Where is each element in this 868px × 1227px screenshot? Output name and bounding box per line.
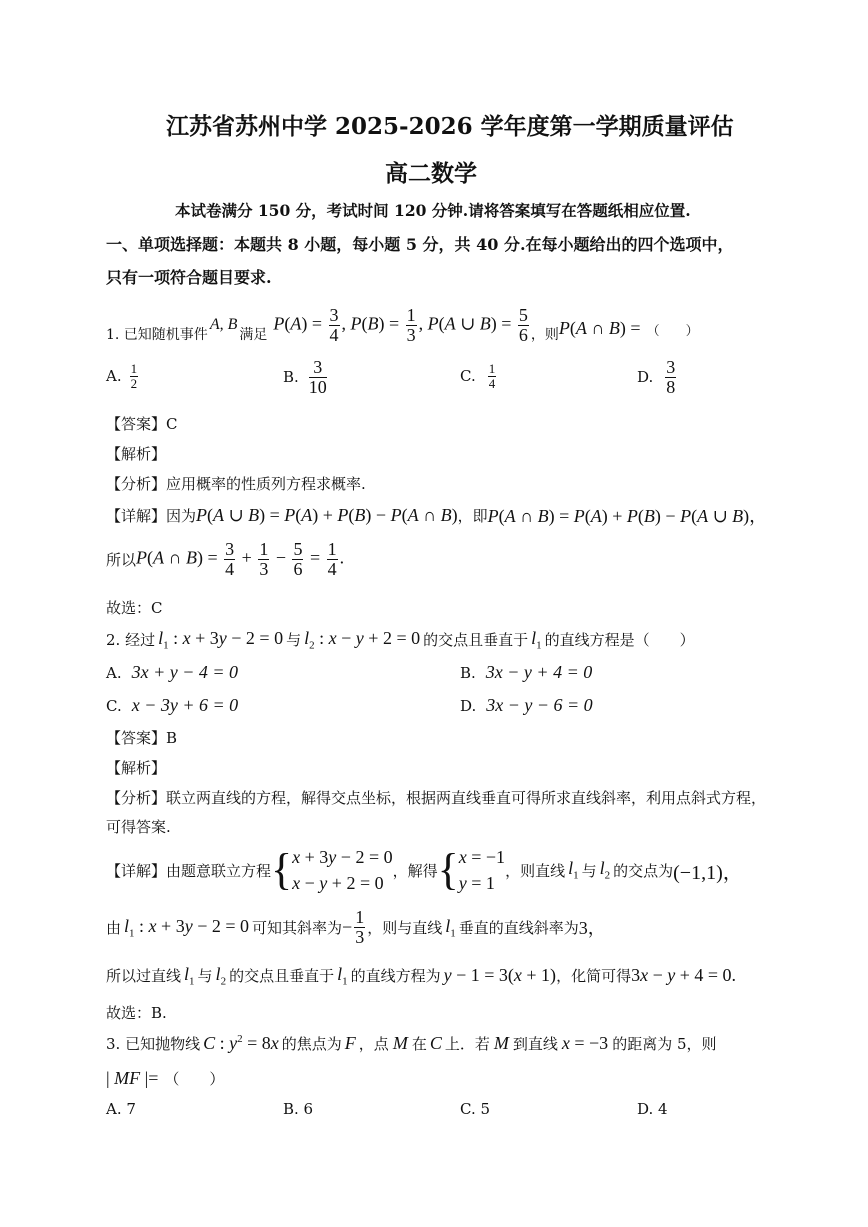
section-heading-line2: 只有一项符合题目要求. bbox=[106, 268, 272, 287]
question-3-stem-line2: | MF |= （ ） bbox=[106, 1068, 225, 1088]
question-2-stem: 2. 经过 $l_1$ : x + 3y − 2 = 0 与 $l_2$ : x − y + 2 = 0 的交点且垂直于 $l_1$ 的直线方程是（ ） bbox=[106, 628, 695, 652]
q3-option-d: D. 4 bbox=[637, 1100, 668, 1118]
q2-analysis-tag: 【解析】 bbox=[106, 759, 167, 777]
q1-option-d-fraction: $\frac{3}{8}$ bbox=[666, 357, 676, 397]
q2-line-l2: $l_2$ : x − y + 2 = 0 bbox=[304, 628, 421, 652]
q1-prefix: 1. 已知随机事件 bbox=[106, 327, 208, 343]
q2-line-l1: $l_1$ : x + 3y − 2 = 0 bbox=[158, 628, 284, 652]
page-subtitle: 高二数学 bbox=[385, 160, 477, 187]
q2-point-slope-form: y − 1 = 3(x + 1) bbox=[443, 965, 557, 986]
q1-option-a: A. $\frac{1}{2}$ bbox=[106, 361, 138, 391]
q1-option-c: C. $\frac{1}{4}$ bbox=[460, 361, 496, 391]
q2-detail-line3: 所以过直线 $l_1$ 与 $l_2$ 的交点且垂直于 $l_1$ 的直线方程为 y − 1 = 3(x + 1) ，化简可得 3x − y + 4 = 0. bbox=[106, 964, 737, 988]
q2-fenxi-line2: 可得答案. bbox=[106, 818, 171, 836]
page-title: 江苏省苏州中学 2025-2026 学年度第一学期质量评估 bbox=[166, 113, 734, 140]
q2-option-a: A. 3x + y − 4 = 0 bbox=[106, 662, 239, 682]
q1-detail-line: 【详解】因为 P(A ∪ B) = P(A) + P(B) − P(A ∩ B) ，即 P(A ∩ B) = P(A) + P(B) − P(A ∪ B)， bbox=[106, 502, 767, 528]
q2-l1-ref: $l_1$ bbox=[531, 628, 542, 652]
q1-fenxi: 【分析】应用概率的性质列方程求概率. bbox=[106, 475, 366, 493]
q2-option-b: B. 3x − y + 4 = 0 bbox=[460, 662, 593, 682]
q1-analysis-tag: 【解析】 bbox=[106, 445, 167, 463]
q1-then: ，则 bbox=[530, 327, 559, 343]
q2-answer: 【答案】B bbox=[106, 729, 178, 747]
q1-option-b: B. $\frac{3}{10}$ bbox=[283, 357, 327, 397]
q1-option-a-fraction: $\frac{1}{2}$ bbox=[130, 361, 138, 391]
section-heading-line1: 一、单项选择题：本题共 8 小题，每小题 5 分，共 40 分.在每小题给出的四个选项中， bbox=[106, 235, 734, 254]
q1-condition-formula: P(A) = $\frac{3}{4}$ , P(B) = $\frac{1}{3}$ , P(A ∪ B) = $\frac{5}{6}$ bbox=[273, 304, 528, 345]
q2-detail-line2: 由 $l_1$ : x + 3y − 2 = 0 可知其斜率为 − $\frac{1}{3}$ ，则与直线 $l_1$ 垂直的直线斜率为 3， bbox=[106, 907, 606, 947]
q3-option-a: A. 7 bbox=[106, 1100, 136, 1118]
q1-option-b-fraction: $\frac{3}{10}$ bbox=[308, 357, 327, 397]
q2-system-solution: { x = −1 y = 1 bbox=[437, 845, 506, 894]
q2-fenxi-line1: 【分析】联立两直线的方程，解得交点坐标，根据两直线垂直可得所求直线斜率，利用点斜式方程， bbox=[106, 789, 767, 807]
q1-vars: A, B bbox=[209, 316, 238, 333]
q3-directrix-line: x = −3 bbox=[561, 1033, 609, 1053]
q2-intersection-point: (−1,1)， bbox=[673, 861, 743, 884]
q1-target-formula: P(A ∩ B) = bbox=[558, 317, 641, 338]
q1-result-line: 所以 P(A ∩ B) = $\frac{3}{4}$ + $\frac{1}{3}$ − $\frac{5}{6}$ = $\frac{1}{4}$ . bbox=[106, 539, 345, 579]
q3-mf-expression: | MF |= bbox=[106, 1068, 159, 1088]
q3-option-b: B. 6 bbox=[283, 1100, 314, 1118]
q2-option-d: D. 3x − y − 6 = 0 bbox=[460, 695, 593, 715]
question-3-stem-line1: 3. 已知抛物线 C : $y^2 = 8x$ 的焦点为 F ，点 M 在 C 上．若 M 到直线 x = −3 的距离为 5，则 bbox=[106, 1033, 717, 1053]
q2-final-equation: 3x − y + 4 = 0. bbox=[631, 965, 737, 986]
q3-option-c: C. 5 bbox=[460, 1100, 491, 1118]
q1-choice: 故选：C bbox=[106, 599, 163, 617]
q2-option-c: C. x − 3y + 6 = 0 bbox=[106, 695, 239, 715]
q1-answer: 【答案】C bbox=[106, 415, 178, 433]
exam-notice: 本试卷满分 150 分，考试时间 120 分钟.请将答案填写在答题纸相应位置. bbox=[175, 201, 691, 220]
q2-detail-line1: 【详解】由题意联立方程 { x + 3y − 2 = 0 x − y + 2 = 0 ，解得 { x = −1 y = 1 ，则直线 $l_1$ 与 $l_2$ 的交点为 (−1,1)， bbox=[106, 845, 743, 894]
q1-paren: （ ） bbox=[646, 323, 699, 339]
q1-option-d: D. $\frac{3}{8}$ bbox=[637, 357, 676, 397]
q1-result-formula: P(A ∩ B) = $\frac{3}{4}$ + $\frac{1}{3}$ − $\frac{5}{6}$ = $\frac{1}{4}$ . bbox=[136, 539, 345, 579]
q2-slope-value: − $\frac{1}{3}$ bbox=[342, 907, 365, 947]
q1-detail-formula-1: P(A ∪ B) = P(A) + P(B) − P(A ∩ B) bbox=[196, 504, 458, 525]
q1-detail-formula-2: P(A ∩ B) = P(A) + P(B) − P(A ∪ B)， bbox=[487, 506, 768, 526]
question-1-stem bbox=[106, 305, 699, 345]
q1-satisfy: 满足 bbox=[239, 327, 268, 343]
q3-parabola: C : $y^2 = 8x$ bbox=[203, 1033, 279, 1053]
q1-option-c-fraction: $\frac{1}{4}$ bbox=[488, 361, 496, 391]
q2-choice: 故选：B. bbox=[106, 1004, 167, 1022]
q2-system-equations: { x + 3y − 2 = 0 x − y + 2 = 0 bbox=[271, 845, 393, 894]
